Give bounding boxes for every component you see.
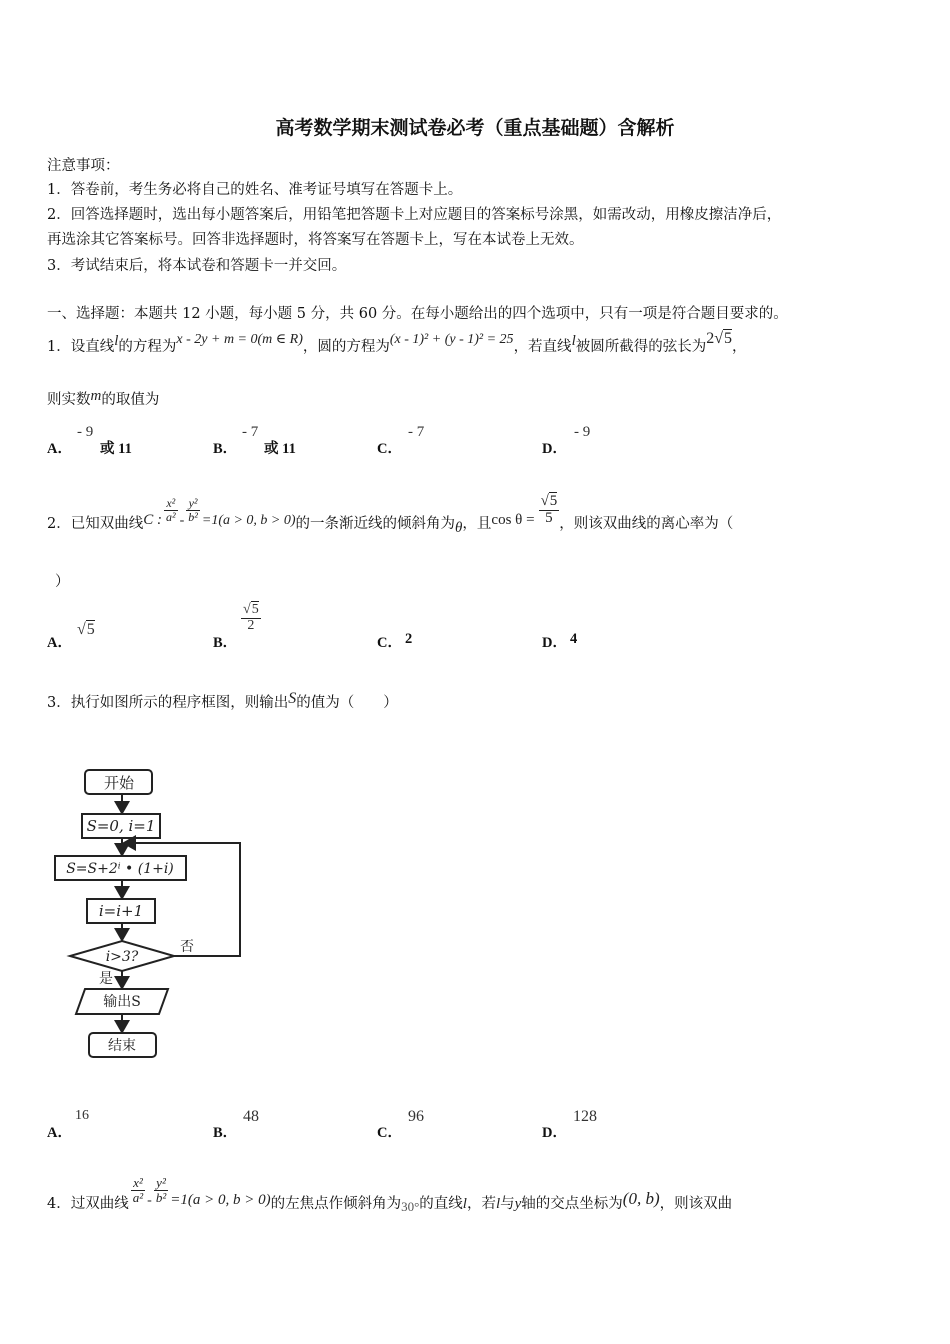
option-c-value: 2 (405, 631, 413, 647)
option-a-value: - 9 (77, 424, 94, 440)
flow-output-label: 输出S (103, 994, 141, 1010)
question-4-line1: 4．过双曲线 $\frac{\text{x²}}{\text{a²}}$ - $\frac{\text{y²}}{\text{b²}}$ =1(a > 0, b > 0)的左焦点作倾斜角为30°的直线l，若l与y轴的交点坐标为(0, b)，则该双曲 (47, 1175, 733, 1215)
option-b-value: - 7 (242, 424, 259, 440)
notes-heading: 注意事项： (47, 158, 120, 174)
option-b[interactable]: B． (213, 635, 238, 651)
option-d-value: - 9 (574, 424, 591, 440)
option-c[interactable]: C． (377, 635, 402, 651)
question-1-options (47, 424, 907, 460)
note-item-2: 2．回答选择题时，选出每小题答案后，用铅笔把答题卡上对应题目的答案标号涂黑，如需改动，用橡皮擦洁净后， (47, 207, 782, 223)
question-2-options (47, 603, 907, 653)
flow-cond-label: i>3? (105, 949, 139, 965)
flow-init-label: S=0, i=1 (86, 817, 156, 835)
question-2-line1: 2．已知双曲线C : $\frac{\text{x²}}{\text{a²}}$ - $\frac{\text{y²}}{\text{b²}}$ =1(a > 0, b > 0)的一条渐近线的倾斜角为θ，且cos θ = $\frac{√5}{5}$ ，则该双曲线的离心率为（ (47, 493, 734, 537)
note-item-2-cont: 再选涂其它答案标号。回答非选择题时，将答案写在答题卡上，写在本试卷上无效。 (47, 232, 584, 248)
option-a[interactable]: A． (47, 441, 72, 457)
option-d[interactable]: D． (542, 441, 567, 457)
option-a[interactable]: A． (47, 635, 72, 651)
question-3-options (47, 1108, 907, 1144)
option-b-value: $\frac{√5}{2}$ (243, 602, 259, 633)
page-title: 高考数学期末测试卷必考（重点基础题）含解析 (275, 117, 675, 139)
option-c-value: 96 (408, 1108, 424, 1125)
option-a-value: 16 (75, 1108, 89, 1123)
option-d[interactable]: D． (542, 635, 567, 651)
option-b-value: 48 (243, 1108, 259, 1125)
option-b-suffix: 或 11 (264, 441, 296, 457)
option-c-value: - 7 (408, 424, 425, 440)
option-a-suffix: 或 11 (100, 441, 132, 457)
flow-start-label: 开始 (103, 774, 135, 792)
flowchart-diagram (44, 765, 249, 1070)
flow-update-label: S=S+2ⁱ • (1+i) (66, 861, 174, 877)
question-2-close-paren: ） (55, 574, 70, 590)
option-c[interactable]: C． (377, 1125, 402, 1141)
section-heading: 一、选择题：本题共 12 小题，每小题 5 分，共 60 分。在每小题给出的四个选项中，只有一项是符合题目要求的。 (47, 306, 788, 322)
option-a[interactable]: A． (47, 1125, 72, 1141)
flow-incr-label: i=i+1 (98, 902, 144, 920)
option-b[interactable]: B． (213, 1125, 238, 1141)
option-a-value: √5 (77, 621, 95, 638)
note-item-1: 1．答卷前，考生务必将自己的姓名、准考证号填写在答题卡上。 (47, 182, 463, 198)
flow-yes-label: 是 (99, 971, 113, 987)
option-b[interactable]: B． (213, 441, 238, 457)
flow-no-label: 否 (180, 939, 194, 955)
option-d-value: 128 (573, 1108, 597, 1125)
question-1-line1: 1．设直线l的方程为x - 2y + m = 0(m ∈ R)，圆的方程为(x - 1)² + (y - 1)² = 25，若直线l被圆所截得的弦长为2√5， (47, 330, 747, 355)
flow-end-label: 结束 (108, 1038, 136, 1054)
note-item-3: 3．考试结束后，将本试卷和答题卡一并交回。 (47, 258, 347, 274)
question-3-text: 3．执行如图所示的程序框图，则输出S的值为（ ） (47, 690, 398, 711)
option-c[interactable]: C． (377, 441, 402, 457)
option-d[interactable]: D． (542, 1125, 567, 1141)
option-d-value: 4 (570, 631, 578, 647)
question-1-line2: 则实数m的取值为 (47, 388, 160, 408)
